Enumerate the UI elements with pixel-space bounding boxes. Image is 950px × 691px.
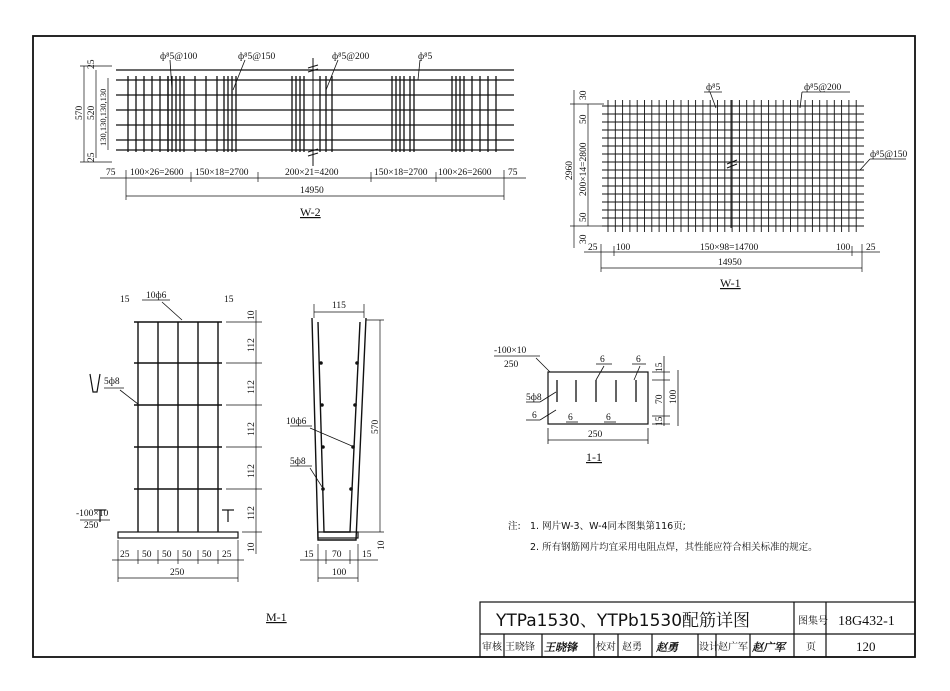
- section-1-1: [494, 346, 679, 464]
- w2-left-dim-total: 570: [75, 105, 85, 120]
- w2-bottom-dim-6: 100×26=2600: [438, 168, 492, 178]
- section-bar-label: 5ф8: [526, 393, 542, 403]
- m1-front-plate-top: -100×10: [76, 509, 109, 519]
- w1-bottom-dim-3: 150×98=14700: [700, 243, 759, 253]
- section-right-dim-3: 15: [655, 416, 665, 426]
- m1-front-right-dim-3: 112: [247, 422, 257, 436]
- note-1: 1. 网片W-3、W-4同本图集第116页;: [530, 521, 686, 532]
- w2-left-dim-inner: 520: [87, 105, 97, 120]
- m1-side-bottom-dim-2: 70: [332, 550, 342, 560]
- m1-front-bottom-dim-5: 50: [202, 550, 212, 560]
- m1-front-right-dim-5: 112: [247, 506, 257, 520]
- atlas-label: 图集号: [798, 616, 828, 627]
- section-height-dim: 100: [669, 389, 679, 404]
- m1-name: M-1: [266, 610, 287, 624]
- reviewer-name: 王晓锋: [505, 642, 535, 653]
- page-label: 页: [806, 642, 816, 653]
- section-plate-top: -100×10: [494, 346, 527, 356]
- m1-front-bottom-dim-3: 50: [162, 550, 172, 560]
- m1-front-top-label: 10ф6: [146, 291, 167, 301]
- w2-left-dim-top: 25: [87, 59, 97, 69]
- check-label: 校对: [596, 642, 616, 653]
- w2-total-dim: 14950: [300, 186, 324, 196]
- w2-left-dim-spacing: 130,130,130,130: [98, 88, 108, 146]
- m1-side-bottom-dim-1: 15: [304, 550, 314, 560]
- mesh-w1: [565, 82, 907, 290]
- w1-total-dim: 14950: [718, 258, 742, 268]
- m1-front-right-dim-top: 10: [247, 310, 257, 320]
- m1-side-bottom-dim-3: 15: [362, 550, 372, 560]
- checker-signature: 赵勇: [656, 641, 678, 654]
- w1-bar-label-3: ф⁸5@150: [870, 150, 908, 160]
- w1-left-dim-4: 200×14=2800: [579, 142, 589, 196]
- section-width-dim: 250: [588, 430, 603, 440]
- section-weld-label-1: 6: [600, 355, 605, 365]
- w2-bottom-dim-4: 200×21=4200: [285, 168, 339, 178]
- section-weld-label-5: 6: [606, 413, 611, 423]
- mesh-w2: [75, 51, 526, 219]
- w1-bottom-dim-2: 100: [616, 243, 631, 253]
- m1-side-bar-label-2: 5ф8: [290, 457, 306, 467]
- w1-name: W-1: [720, 276, 741, 290]
- m1-front-plate-bot: 250: [84, 521, 99, 531]
- m1-front-bottom-dim-2: 50: [142, 550, 152, 560]
- note-2: 2. 所有钢筋网片均宜采用电阻点焊，其性能应符合相关标准的规定。: [530, 542, 818, 553]
- designer-name: 赵广军: [718, 642, 748, 653]
- checker-name: 赵勇: [622, 642, 642, 653]
- w2-bar-label-1: ф⁸5@100: [160, 52, 198, 62]
- section-weld-label-3: 6: [532, 411, 537, 421]
- section-right-dim-1: 15: [655, 362, 665, 372]
- m1-side-top-dim: 115: [332, 301, 346, 311]
- w2-bar-label-4: ф⁸5: [418, 52, 433, 62]
- m1-front-right-dim-2: 112: [247, 380, 257, 394]
- w1-left-dim-1: 30: [579, 90, 589, 100]
- notes-prefix: 注:: [508, 521, 521, 532]
- m1-front-total-dim: 250: [170, 568, 185, 578]
- w2-bar-label-2: ф⁸5@150: [238, 52, 276, 62]
- w2-bottom-dim-3: 150×18=2700: [195, 168, 249, 178]
- w1-bottom-dim-1: 25: [588, 243, 598, 253]
- designer-signature: 赵广军: [752, 641, 785, 654]
- w1-left-dim-6: 30: [579, 234, 589, 244]
- m1-front-right-dim-4: 112: [247, 464, 257, 478]
- m1-front-right-dim-1: 112: [247, 338, 257, 352]
- m1-front-bar-label: 5ф8: [104, 377, 120, 387]
- w2-bottom-dim-1: 75: [106, 168, 116, 178]
- sheet-border: [33, 36, 915, 657]
- w2-bottom-dim-2: 100×26=2600: [130, 168, 184, 178]
- section-weld-label-4: 6: [568, 413, 573, 423]
- m1-front-top-dim-right: 15: [224, 295, 234, 305]
- page-number: 120: [856, 639, 876, 654]
- w1-left-dim-3: 2960: [565, 161, 575, 180]
- m1-side-height-dim: 570: [371, 419, 381, 434]
- notes: [508, 520, 818, 553]
- w1-left-dim-2: 50: [579, 114, 589, 124]
- w2-bottom-dim-7: 75: [508, 168, 518, 178]
- title-block: [480, 602, 915, 657]
- w2-name: W-2: [300, 205, 321, 219]
- m1-front-top-dim-left: 15: [120, 295, 130, 305]
- reviewer-signature: 王晓锋: [544, 641, 577, 654]
- w2-left-dim-bottom: 25: [87, 152, 97, 162]
- m1-front-bottom-dim-6: 25: [222, 550, 232, 560]
- m1-side-right-dim: 10: [377, 540, 387, 550]
- w1-bottom-dim-5: 25: [866, 243, 876, 253]
- m1-side-elevation: [286, 301, 387, 582]
- m1-front-elevation: [76, 290, 287, 624]
- w1-bottom-dim-4: 100: [836, 243, 851, 253]
- w2-bottom-dim-5: 150×18=2700: [374, 168, 428, 178]
- m1-front-right-dim-6: 10: [247, 542, 257, 552]
- design-label: 设计: [699, 642, 719, 653]
- section-name: 1-1: [586, 450, 602, 464]
- m1-side-bar-label-1: 10ф6: [286, 417, 307, 427]
- m1-front-bottom-dim-4: 50: [182, 550, 192, 560]
- w1-left-dim-5: 50: [579, 212, 589, 222]
- section-plate-bot: 250: [504, 360, 519, 370]
- section-weld-label-2: 6: [636, 355, 641, 365]
- w2-bar-label-3: ф⁸5@200: [332, 52, 370, 62]
- atlas-number: 18G432-1: [838, 614, 895, 629]
- drawing-title: YTPa1530、YTPb1530配筋详图: [496, 611, 751, 631]
- w1-bar-label-2: ф⁸5@200: [804, 83, 842, 93]
- section-right-dim-2: 70: [655, 394, 665, 404]
- m1-front-bottom-dim-1: 25: [120, 550, 130, 560]
- m1-side-total-dim: 100: [332, 568, 347, 578]
- review-label: 审核: [482, 642, 502, 653]
- w1-bar-label-1: ф⁸5: [706, 83, 721, 93]
